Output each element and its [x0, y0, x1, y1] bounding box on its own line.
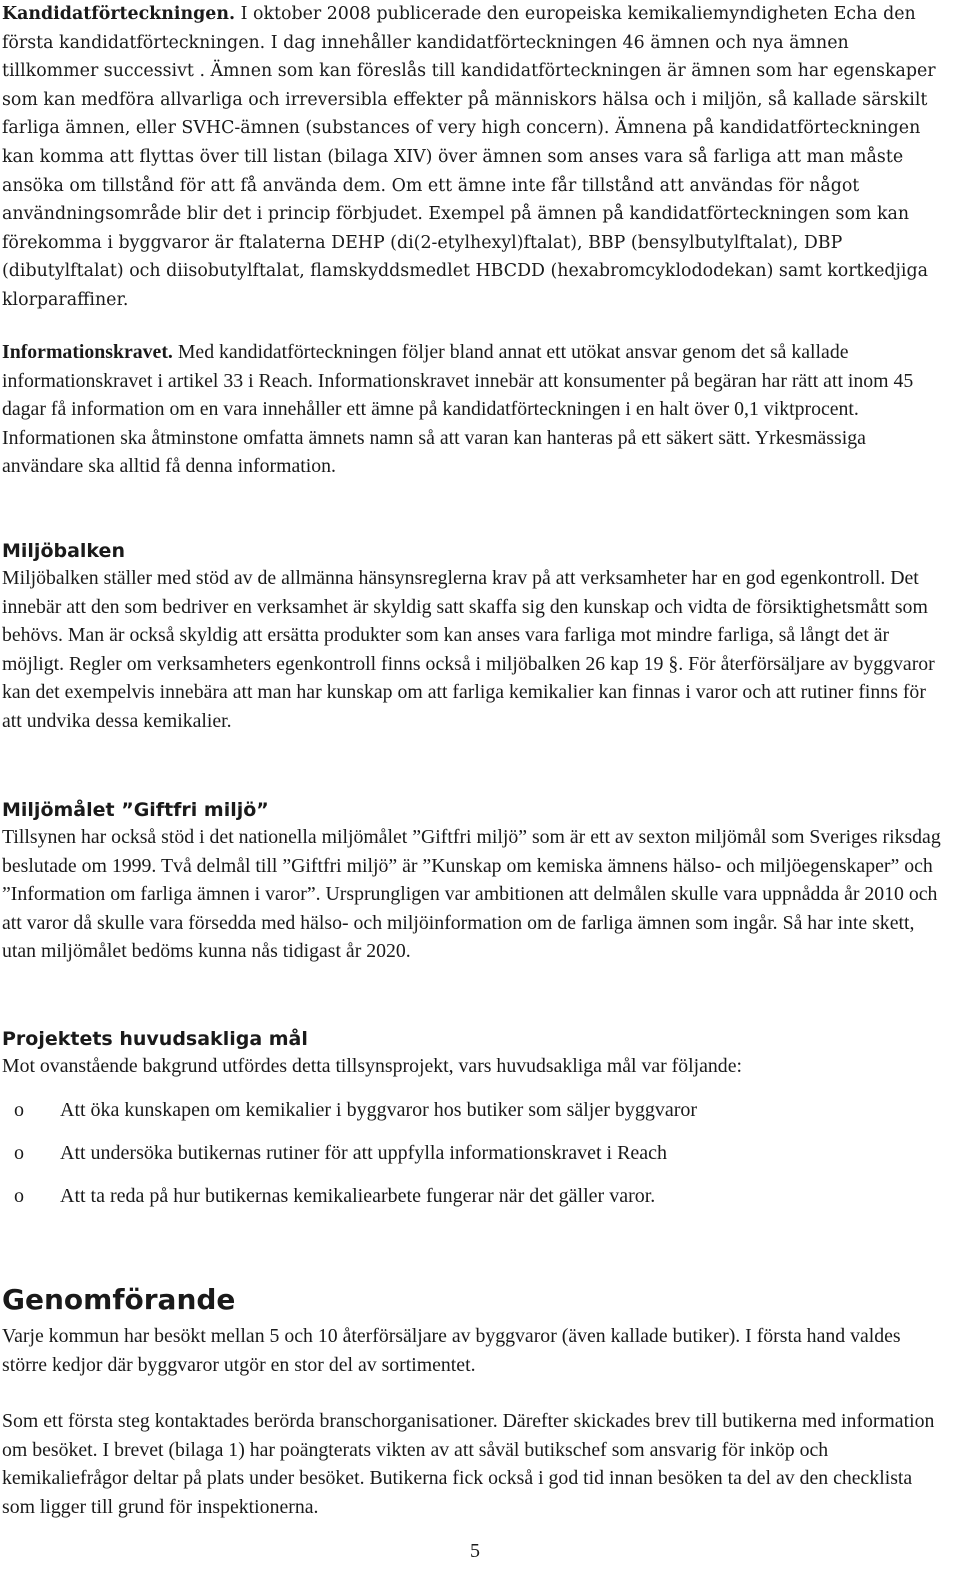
- page-number: 5: [470, 1540, 480, 1562]
- bullet-icon: o: [14, 1184, 24, 1207]
- info-lead: Informationskravet.: [2, 341, 173, 363]
- list-item: o Att öka kunskapen om kemikalier i byggvaror hos butiker som säljer byggvaror: [2, 1096, 950, 1139]
- list-item: o Att undersöka butikernas rutiner för att uppfylla informationskravet i Reach: [2, 1139, 950, 1182]
- info-text: Med kandidatförteckningen följer bland annat ett utökat ansvar genom det så kallade informationskravet i artikel 33 i Reach. Informationskravet innebär att konsumenter på begäran har rätt att inom 45 dagar få information om en vara innehåller ett ämne på kandidatförteckningen i en halt över 0,1 viktprocent. Informationen ska åtminstone omfatta ämnets namn så att varan kan hanteras på ett säkert sätt. Yrkesmässiga användare ska alltid få denna information.: [2, 341, 914, 478]
- kandidat-lead: Kandidatförteckningen.: [2, 4, 236, 24]
- kandidat-paragraph: [2, 0, 950, 315]
- miljobalken-text: Miljöbalken ställer med stöd av de allmänna hänsynsreglerna krav på att verksamheter har en god egenkontroll. Det innebär att den som bedriver en verksamhet är skyldig satt skaffa sig den kunskap och vidta de försiktighetsmått som behövs. Man är också skyldig att ersätta produkter som kan anses vara farliga mot mindre farliga, så långt det är möjligt. Regler om verksamheters egenkontroll finns också i miljöbalken 26 kap 19 §. För återförsäljare av byggvaror kan det exempelvis innebära att man har kunskap om att farliga kemikalier kan finnas i varor och att rutiner finns för att undvika dessa kemikalier.: [2, 567, 935, 732]
- projekt-intro: Mot ovanstående bakgrund utfördes detta tillsynsprojekt, vars huvudsakliga mål var följande:: [2, 1055, 742, 1077]
- miljomal-section: [2, 797, 950, 966]
- genomforande-p2: Som ett första steg kontaktades berörda branschorganisationer. Därefter skickades brev till butikerna med information om besöket. I brevet (bilaga 1) har poängterats vikten av att såväl butikschef som ansvarig för inköp och kemikaliefrågor deltar på plats under besöket. Butikerna fick också i god tid innan besöken ta del av den checklista som ligger till grund för inspektionerna.: [2, 1410, 935, 1518]
- miljomal-text: Tillsynen har också stöd i det nationella miljömålet ”Giftfri miljö” som är ett av sexton miljömål som Sveriges riksdag beslutade om 1999. Två delmål till ”Giftfri miljö” är ”Kunskap om kemiska ämnens hälso- och miljöegenskaper” och ”Information om farliga ämnen i varor”. Ursprungligen var ambitionen att delmålen skulle vara uppnådda år 2010 och att varor då skulle vara försedda med hälso- och miljöinformation om de farliga ämnen som ingår. Så har inte skett, utan miljömålet bedöms kunna nås tidigast år 2020.: [2, 826, 941, 963]
- miljomal-heading: Miljömålet ”Giftfri miljö”: [2, 799, 269, 821]
- genomforande-heading: Genomförande: [2, 1283, 236, 1316]
- miljobalken-heading: Miljöbalken: [2, 540, 125, 562]
- bullet-icon: o: [14, 1098, 24, 1121]
- goal-list: [2, 1096, 950, 1225]
- kandidat-text: I oktober 2008 publicerade den europeiska kemikaliemyndigheten Echa den första kandidatförteckningen. I dag innehåller kandidatförteckningen 46 ämnen och nya ämnen tillkommer successivt . Ämnen som kan föreslås till kandidatförteckningen är ämnen som har egenskaper som kan medföra allvarliga och irreversibla effekter på människors hälsa och i miljön, så kallade särskilt farliga ämnen, eller SVHC-ämnen (substances of very high concern). Ämnena på kandidatförteckningen kan komma att flyttas över till listan (bilaga XIV) över ämnen som anses vara så farliga att man måste ansöka om tillstånd för att få använda dem. Om ett ämne inte får tillstånd att användas för något användningsområde blir det i princip förbjudet. Exempel på ämnen på kandidatförteckningen som kan förekomma i byggvaror är ftalaterna DEHP (di(2-etylhexyl)ftalat), BBP (bensylbutylftalat), DBP (dibutylftalat) och diisobutylftalat, flamskyddsmedlet HBCDD (hexabromcyklododekan) samt kortkedjiga klorparaffiner.: [2, 4, 936, 310]
- list-item: o Att ta reda på hur butikernas kemikaliearbete fungerar när det gäller varor.: [2, 1182, 950, 1225]
- genomforande-section: [2, 1282, 950, 1522]
- projekt-section: [2, 1026, 950, 1225]
- genomforande-p1: Varje kommun har besökt mellan 5 och 10 återförsäljare av byggvaror (även kallade butiker). I första hand valdes större kedjor där byggvaror utgör en stor del av sortimentet.: [2, 1325, 901, 1376]
- info-paragraph: [2, 338, 950, 481]
- miljobalken-section: [2, 538, 950, 736]
- projekt-heading: Projektets huvudsakliga mål: [2, 1028, 308, 1050]
- bullet-icon: o: [14, 1141, 24, 1164]
